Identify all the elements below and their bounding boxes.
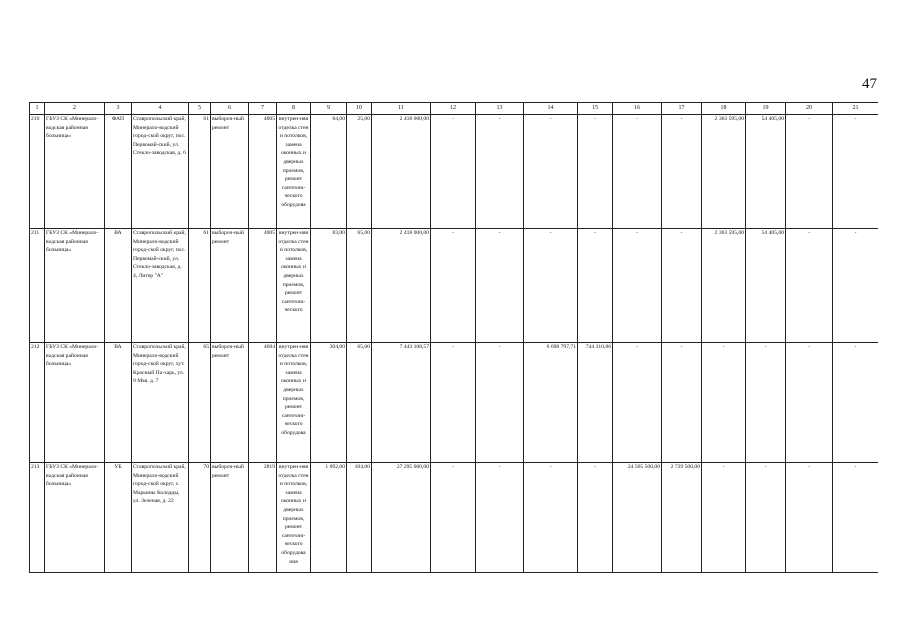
table-cell: - [702, 463, 746, 573]
column-header: 13 [476, 103, 524, 115]
page-number: 47 [862, 76, 877, 92]
table-cell: 65,00 [347, 229, 372, 343]
row-number-cell: 211 [30, 229, 45, 343]
amount-cell: 54 405,00 [746, 229, 786, 343]
column-header: 16 [613, 103, 662, 115]
table-cell: - [578, 229, 613, 343]
amount-cell: 2 729 500,00 [662, 463, 702, 573]
table-cell: - [578, 463, 613, 573]
table-cell: - [662, 229, 702, 343]
table-cell: 84,00 [311, 115, 347, 229]
header-row [30, 103, 879, 115]
works-description-cell: внутрен-няя отделка стен и потолков, замена оконных и дверных проемов, ремонт сантехни-ческого оборудова [277, 115, 311, 229]
column-header: 3 [105, 103, 132, 115]
column-header: 8 [277, 103, 311, 115]
table-cell: - [786, 229, 833, 343]
address-cell: Ставропольский край, Минерало-водский город-ской округ, хут. Красный Па-харь, ул. 9 Мая, д. 7 [132, 343, 189, 463]
table-cell: 25,00 [347, 115, 372, 229]
table-cell: - [431, 115, 476, 229]
table-cell: - [833, 343, 879, 463]
institution-cell: ГБУЗ СК «Минерало-водская районная больница» [45, 115, 105, 229]
table-cell: 4005 [249, 229, 277, 343]
repair-type-cell: выбороч-ный ремонт [211, 343, 249, 463]
amount-cell: 2 363 595,00 [702, 115, 746, 229]
table-cell: - [476, 115, 524, 229]
table-row [30, 343, 879, 463]
column-header: 2 [45, 103, 105, 115]
column-header: 17 [662, 103, 702, 115]
table-cell: - [702, 343, 746, 463]
column-header: 5 [189, 103, 211, 115]
table-cell: 61 [189, 115, 211, 229]
table-cell: 1 092,00 [311, 463, 347, 573]
column-header: 6 [211, 103, 249, 115]
table-cell: 65 [189, 343, 211, 463]
table-cell: - [746, 463, 786, 573]
table-cell: 4684 [249, 343, 277, 463]
amount-cell: 6 698 797,71 [524, 343, 578, 463]
column-header: 4 [132, 103, 189, 115]
table-row [30, 229, 879, 343]
institution-cell: ГБУЗ СК «Минерало-водская районная больница» [45, 229, 105, 343]
table-row [30, 463, 879, 573]
column-header: 15 [578, 103, 613, 115]
institution-cell: ГБУЗ СК «Минерало-водская районная больница» [45, 343, 105, 463]
table-cell: - [431, 463, 476, 573]
address-cell: Ставропольский край, Минерало-водский город-ской округ, с. Марьины Колодцы, ул. Зеленая, д. 22 [132, 463, 189, 573]
row-number-cell: 210 [30, 115, 45, 229]
row-number-cell: 213 [30, 463, 45, 573]
column-header: 7 [249, 103, 277, 115]
column-header: 14 [524, 103, 578, 115]
table-cell: - [833, 115, 879, 229]
works-description-cell: внутрен-няя отделка стен и потолков, замена оконных и дверных проемов, ремонт сантехни-ческого оборудова [277, 343, 311, 463]
table-cell: - [578, 115, 613, 229]
column-header: 18 [702, 103, 746, 115]
table-cell: 2819 [249, 463, 277, 573]
table-cell: - [613, 115, 662, 229]
table-cell: - [662, 343, 702, 463]
table-cell: 83,00 [311, 229, 347, 343]
table-cell: - [786, 115, 833, 229]
table-cell: - [662, 115, 702, 229]
column-header: 1 [30, 103, 45, 115]
column-header: 12 [431, 103, 476, 115]
column-header: 21 [833, 103, 879, 115]
data-table [29, 102, 878, 573]
object-type-cell: ВА [105, 229, 132, 343]
table-cell: - [746, 343, 786, 463]
object-type-cell: ВА [105, 343, 132, 463]
amount-cell: 2 418 000,00 [372, 115, 431, 229]
address-cell: Ставропольский край, Минерало-водский город-ской округ, пос. Первомай-ский, ул. Стекло-заводская, д. 6 [132, 115, 189, 229]
table-cell: - [431, 343, 476, 463]
table-cell: 65,00 [347, 343, 372, 463]
table-cell: - [524, 115, 578, 229]
column-header: 10 [347, 103, 372, 115]
column-header: 19 [746, 103, 786, 115]
table-cell: 304,00 [311, 343, 347, 463]
column-header: 20 [786, 103, 833, 115]
table-cell: - [431, 229, 476, 343]
table-cell: 104,00 [347, 463, 372, 573]
amount-cell: 27 295 000,00 [372, 463, 431, 573]
object-type-cell: УБ [105, 463, 132, 573]
table-row [30, 115, 879, 229]
works-description-cell: внутрен-няя отделка стен и потолков, замена оконных и дверных проемов, ремонт сантехни-ческого оборудова ния [277, 463, 311, 573]
institution-cell: ГБУЗ СК «Минерало-водская районная больница» [45, 463, 105, 573]
table-cell: - [524, 229, 578, 343]
amount-cell: 24 565 500,00 [613, 463, 662, 573]
table-cell: - [833, 229, 879, 343]
table-cell: - [476, 343, 524, 463]
column-header: 9 [311, 103, 347, 115]
table-cell: - [613, 229, 662, 343]
table-cell: 61 [189, 229, 211, 343]
repair-type-cell: выбороч-ный ремонт [211, 229, 249, 343]
table-cell: - [476, 229, 524, 343]
amount-cell: 54 405,00 [746, 115, 786, 229]
repair-type-cell: выбороч-ный ремонт [211, 463, 249, 573]
table-cell: 4005 [249, 115, 277, 229]
table-cell: - [476, 463, 524, 573]
table-cell: 70 [189, 463, 211, 573]
address-cell: Ставропольский край, Минерало-водский город-ской округ, пос. Первомай-ский, ул. Стекло-заводская, д. 4, Литер "А" [132, 229, 189, 343]
table-cell: - [786, 463, 833, 573]
table-cell: - [613, 343, 662, 463]
row-number-cell: 212 [30, 343, 45, 463]
table-container [29, 102, 878, 574]
table-cell: - [833, 463, 879, 573]
amount-cell: 744 310,86 [578, 343, 613, 463]
object-type-cell: ФАП [105, 115, 132, 229]
table-cell: - [524, 463, 578, 573]
amount-cell: 2 418 000,00 [372, 229, 431, 343]
repair-type-cell: выбороч-ный ремонт [211, 115, 249, 229]
table-cell: - [786, 343, 833, 463]
amount-cell: 2 363 595,00 [702, 229, 746, 343]
works-description-cell: внутрен-няя отделка стен и потолков, замена оконных и дверных проемов, ремонт сантехни-ческого [277, 229, 311, 343]
amount-cell: 7 443 108,57 [372, 343, 431, 463]
column-header: 11 [372, 103, 431, 115]
